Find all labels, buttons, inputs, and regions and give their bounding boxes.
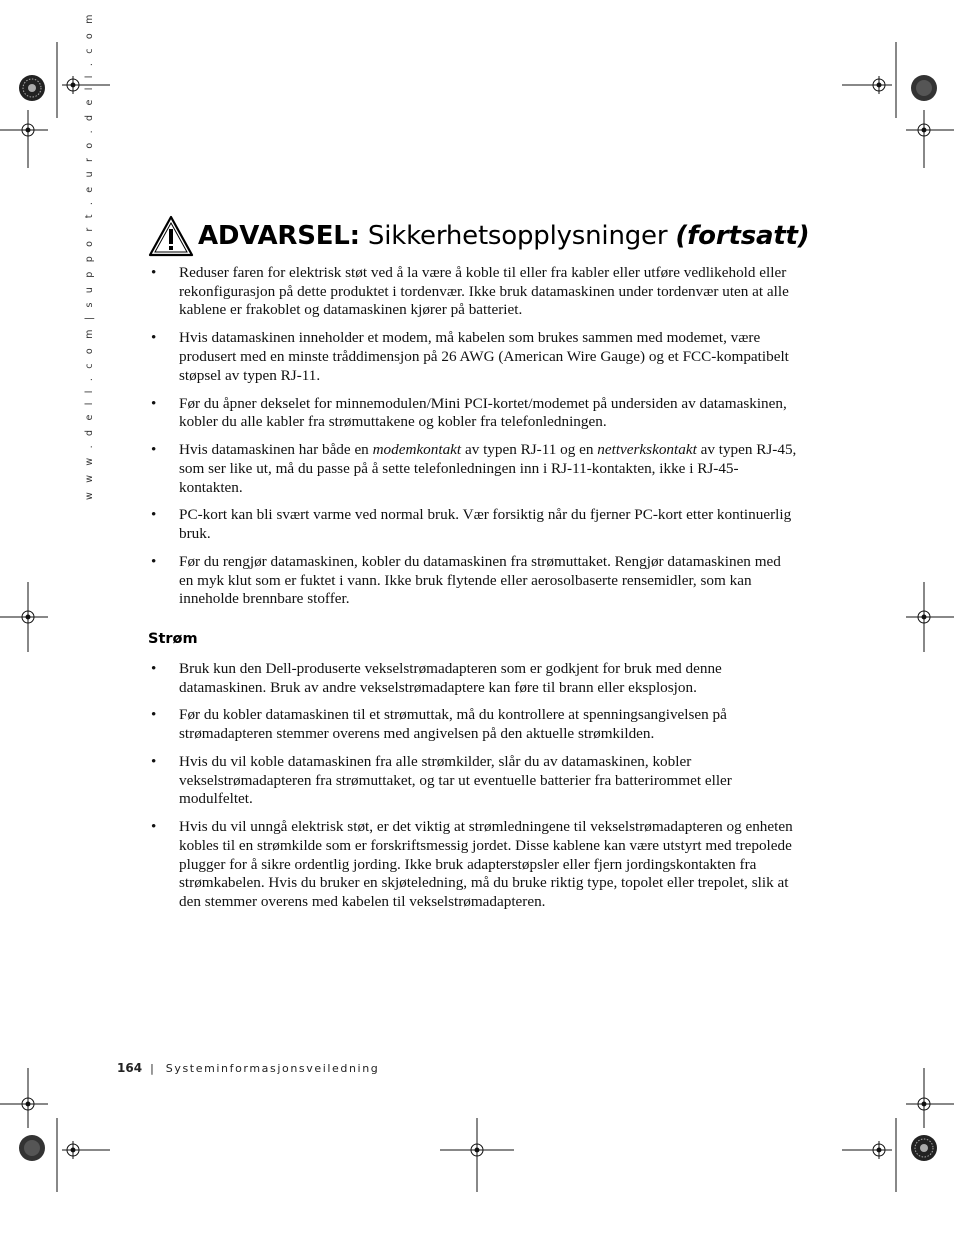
registration-target-icon [19, 121, 37, 139]
power-list [148, 660, 798, 912]
registration-target-icon [915, 1095, 933, 1113]
page-footer [117, 1061, 379, 1075]
registration-target-icon [19, 1135, 45, 1161]
registration-target-icon [468, 1141, 486, 1159]
list-item-text: Hvis du vil unngå elektrisk støt, er det viktig at strømledningene til vekselstrømadapteren og enheten kobles til en strømkilde som er forskriftsmessig jordet. Disse kablene kan være utstyrt med trepolede plugger for å sikre ordentlig jording. Ikke bruk adapterstøpsler eller fjern jordingskontakten fra strømkabelen. Hvis du bruker en skjøteledning, må du bruke riktig type, topolet eller trepolet, slik at den stemmer overens med kabelen til vekselstrømadapteren. [179, 818, 793, 911]
registration-target-icon [19, 608, 37, 626]
bullet-marker: • [151, 553, 157, 571]
registration-target-icon [915, 121, 933, 139]
page-title [148, 214, 809, 258]
emphasized-term: nettverkskontakt [597, 441, 697, 459]
registration-target-icon [915, 608, 933, 626]
bullet-marker: • [151, 264, 157, 281]
main-content [148, 264, 798, 921]
title-rest: Sikkerhetsopplysninger [359, 221, 676, 251]
footer-doc-title: Systeminformasjonsveiledning [165, 1062, 380, 1075]
registration-target-icon [19, 75, 45, 101]
section-heading: Strøm [148, 631, 198, 648]
list-item [148, 553, 798, 609]
registration-target-icon [870, 1141, 888, 1159]
list-item-text: Før du kobler datamaskinen til et strømuttak, må du kontrollere at spenningsangivelsen på strømadapteren stemmer overens med angivelsen på den aktuelle strømkilden. [179, 706, 727, 743]
side-url-text: w w w . d e l l . c o m | s u p p o r t . e u r o . d e l l . c o m [84, 11, 95, 500]
registration-target-icon [870, 76, 888, 94]
footer-separator: | [150, 1062, 154, 1075]
registration-target-icon [911, 1135, 937, 1161]
list-item [148, 264, 798, 320]
bullet-marker: • [151, 506, 157, 524]
list-item-text: Før du åpner dekselet for minnemodulen/Mini PCI-kortet/modemet på undersiden av datamaskinen, kobler du alle kabler fra strømuttakene og kobler fra telefonledningen. [179, 394, 787, 431]
list-item [148, 706, 798, 743]
title-continued: (fortsatt) [675, 221, 810, 251]
bullet-marker: • [151, 329, 157, 347]
title-text [198, 221, 809, 251]
list-item-text: av typen RJ-45, som ser like ut, må du passe på å sette telefonledningen inn i RJ-11-kontakten, ikke i RJ-45-kontakten. [179, 441, 797, 496]
emphasized-term: modemkontakt [372, 441, 462, 459]
bullet-marker: • [151, 441, 157, 459]
list-item [148, 753, 798, 809]
list-item-text: PC-kort kan bli svært varme ved normal bruk. Vær forsiktig når du fjerner PC-kort etter kontinuerlig bruk. [179, 506, 792, 543]
title-lead: ADVARSEL: [198, 221, 360, 251]
registration-target-icon [911, 75, 937, 101]
bullet-marker: • [151, 394, 157, 412]
list-item-text: av typen RJ-11 og en [461, 441, 598, 459]
list-item-text: Hvis datamaskinen har både en [179, 441, 373, 459]
list-item [148, 395, 798, 432]
list-item [148, 818, 798, 912]
bullet-marker: • [151, 818, 157, 836]
list-item-text: Bruk kun den Dell-produserte vekselstrømadapteren som er godkjent for bruk med denne datamaskinen. Bruk av andre vekselstrømadaptere kan føre til brann eller eksplosjon. [179, 659, 722, 696]
list-item [148, 441, 798, 497]
bullet-marker: • [151, 753, 157, 771]
list-item [148, 660, 798, 697]
bullet-marker: • [151, 706, 157, 724]
list-item-text: Hvis datamaskinen inneholder et modem, må kabelen som brukes sammen med modemet, være produsert med en minste tråddimensjon på 26 AWG (American Wire Gauge) og et FCC-kompatibelt støpsel av typen RJ-11. [179, 329, 789, 384]
list-item-text: Hvis du vil koble datamaskinen fra alle strømkilder, slår du av datamaskinen, kobler vekselstrømadapteren fra strømuttaket, og tar ut eventuelle batterier fra batterirommet eller modulfeltet. [179, 753, 732, 808]
registration-target-icon [19, 1095, 37, 1113]
list-item [148, 329, 798, 385]
registration-target-icon [64, 76, 82, 94]
list-item-text: Før du rengjør datamaskinen, kobler du datamaskinen fra strømuttaket. Rengjør datamaskinen med en myk klut som er fuktet i vann. Ikke bruk flytende eller aerosolbaserte rensemidler, som kan inneholde brennbare stoffer. [179, 553, 781, 608]
page-number: 164 [117, 1061, 143, 1075]
registration-target-icon [64, 1141, 82, 1159]
warning-triangle-icon [148, 214, 194, 258]
list-item [148, 506, 798, 543]
bullet-marker: • [151, 659, 157, 677]
safety-list [148, 264, 798, 609]
list-item-text: Reduser faren for elektrisk støt ved å la være å koble til eller fra kabler eller utføre vedlikehold eller rekonfigurasjon på dette produktet i tordenvær. Ikke bruk datamaskinen under tordenvær uten at alle kablene er frakoblet og datamaskinen kjører på batteriet. [179, 264, 789, 319]
